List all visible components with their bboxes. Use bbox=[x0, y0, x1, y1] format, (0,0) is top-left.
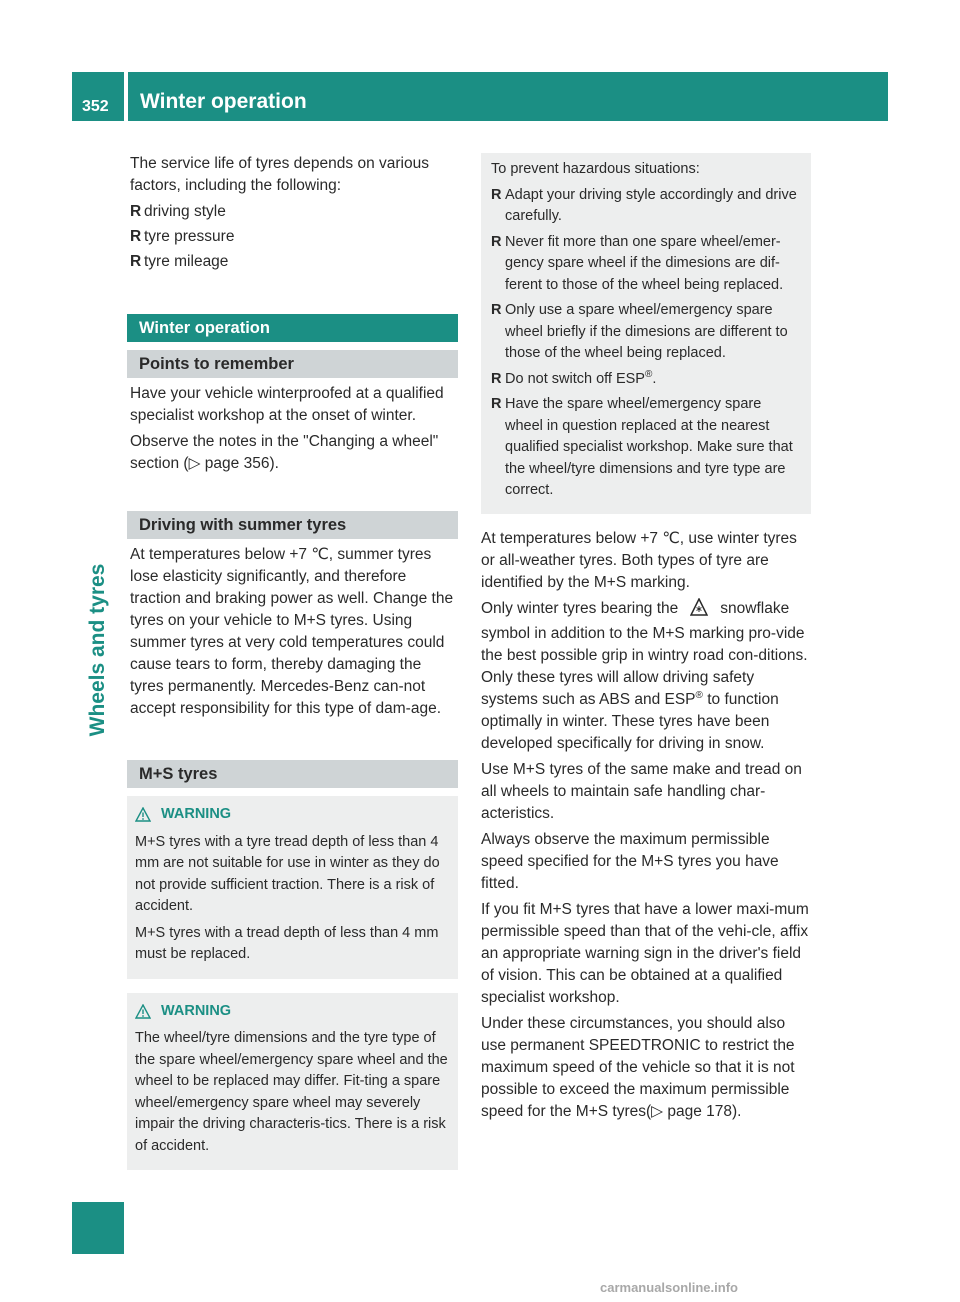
side-label-container bbox=[72, 520, 124, 780]
paragraph: At temperatures below +7 ℃, use winter tyres or all-weather tyres. Both types of tyre are identified by the M+S marking. bbox=[481, 529, 797, 591]
warning-box bbox=[127, 993, 458, 1171]
page-number: 352 bbox=[82, 98, 109, 115]
warning-text: The wheel/tyre dimensions and the tyre type of the spare wheel/emergency spare wheel and the wheel to be replaced may differ. Fit-ting a spare wheel/emergency spare wheel may severely impair the driving characteris-tics. There is a risk of accident. bbox=[135, 1030, 448, 1154]
paragraph-page-reference: Under these circumstances, you should also use permanent SPEEDTRONIC to restrict the maximum speed of the vehicle so that it is not possible to exceed the maximum permissible speed for the M+S tyres(▷ page 178). bbox=[481, 1014, 795, 1120]
bullet-glyph: R bbox=[130, 228, 142, 245]
side-marker bbox=[72, 1202, 124, 1254]
subheading-ms-tyres: M+S tyres bbox=[127, 760, 458, 788]
list-item: R Only use a spare wheel/emergency spare wheel briefly if the dimesions are different to those of the wheel being replaced. bbox=[491, 302, 788, 361]
header-divider bbox=[124, 72, 128, 121]
watermark: carmanualsonline.info bbox=[600, 1280, 738, 1295]
intro-paragraph: The service life of tyres depends on various factors, including the following: bbox=[130, 155, 429, 194]
warning-box bbox=[127, 796, 458, 979]
warning-text: M+S tyres with a tread depth of less than 4 mm must be replaced. bbox=[135, 924, 439, 962]
hazard-info-box bbox=[481, 153, 811, 514]
warning-text: M+S tyres with a tyre tread depth of less than 4 mm are not suitable for use in winter as they do not provide sufficient traction. There is a risk of accident. bbox=[135, 833, 440, 914]
box-intro: To prevent hazardous situations: bbox=[491, 161, 700, 177]
bullet-glyph: R bbox=[491, 233, 502, 250]
left-column bbox=[130, 153, 458, 1170]
subheading-driving-summer-tyres: Driving with summer tyres bbox=[127, 511, 458, 539]
side-chapter-label: Wheels and tyres bbox=[86, 563, 109, 737]
page-title: Winter operation bbox=[140, 90, 307, 113]
paragraph: Use M+S tyres of the same make and tread on all wheels to maintain safe handling char-acteristics. bbox=[481, 760, 802, 822]
list-item: R Do not switch off ESP®. bbox=[491, 369, 801, 391]
warning-triangle-icon bbox=[135, 807, 151, 822]
subheading-points-to-remember: Points to remember bbox=[127, 350, 458, 378]
warning-header bbox=[135, 1001, 450, 1023]
registered-mark: ® bbox=[644, 368, 653, 380]
page-number-box bbox=[72, 72, 124, 121]
list-item: R tyre mileage bbox=[130, 251, 458, 273]
registered-mark: ® bbox=[695, 689, 703, 701]
right-column bbox=[481, 153, 811, 1127]
list-item: R Never fit more than one spare wheel/emer-gency spare wheel if the dimesions are dif-ferent to those of the wheel being replaced. bbox=[491, 233, 784, 293]
warning-label: WARNING bbox=[161, 1002, 232, 1019]
paragraph: Have your vehicle winterproofed at a qualified specialist workshop at the onset of winter. bbox=[130, 385, 444, 424]
list-item: R Adapt your driving style accordingly and drive carefully. bbox=[491, 186, 797, 224]
section-heading-winter-operation: Winter operation bbox=[127, 314, 458, 342]
bullet-glyph: R bbox=[491, 396, 502, 412]
list-item: R Have the spare wheel/emergency spare wheel in question replaced at the nearest qualified specialist workshop. Make sure that the wheel/tyre dimensions and tyre type are correct. bbox=[491, 396, 793, 498]
warning-header bbox=[135, 804, 450, 826]
list-item: R driving style bbox=[130, 201, 458, 223]
bullet-glyph: R bbox=[491, 370, 502, 387]
list-item: R tyre pressure bbox=[130, 226, 458, 248]
snowflake-mountain-icon bbox=[690, 598, 708, 623]
paragraph-page-reference: Observe the notes in the "Changing a wheel" section (▷ page 356). bbox=[130, 433, 439, 472]
bullet-glyph: R bbox=[130, 203, 142, 220]
paragraph-snowflake: Only winter tyres bearing the snowflake symbol in addition to the M+S marking pro-vide the best possible grip in wintry road con-ditions. Only these tyres will allow driving safety systems such as ABS and ESP® to function optimally in winter. These tyres have been developed specifically for driving in snow. bbox=[481, 599, 808, 752]
bullet-glyph: R bbox=[491, 186, 502, 203]
paragraph: If you fit M+S tyres that have a lower maxi-mum permissible speed than that of the vehi-cle, affix an appropriate warning sign in the driver's field of vision. This can be obtained at a qualified specialist workshop. bbox=[481, 900, 809, 1006]
warning-label: WARNING bbox=[161, 806, 232, 822]
paragraph: Always observe the maximum permissible speed specified for the M+S tyres you have fitted. bbox=[481, 830, 779, 892]
bullet-glyph: R bbox=[491, 302, 502, 318]
paragraph: At temperatures below +7 ℃, summer tyres lose elasticity significantly, and therefore traction and braking power as well. Change the tyres on your vehicle to M+S tyres. Using summer tyres at very cold temperatures could cause tears to form, thereby damaging the tyres permanently. Mercedes-Benz can-not accept responsibility for this type of dam-age. bbox=[130, 546, 454, 717]
bullet-glyph: R bbox=[130, 253, 142, 270]
warning-triangle-icon bbox=[135, 1004, 151, 1019]
